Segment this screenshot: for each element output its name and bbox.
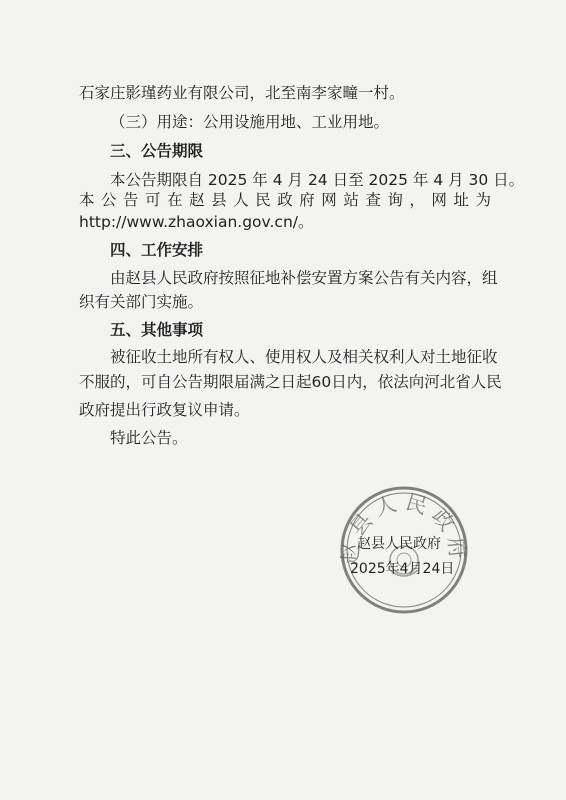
paragraph-line: 政府提出行政复议申请。 [79,401,250,419]
paragraph-line: 被征收土地所有权人、使用权人及相关权利人对土地征收 [110,348,498,366]
paragraph-line: 织有关部门实施。 [79,293,204,311]
issue-date: 2025年4月24日 [350,561,455,577]
section-heading-notice-period: 三、公告期限 [110,142,204,160]
issuer-name: 赵县人民政府 [357,536,441,552]
paragraph-line: 石家庄影瑾药业有限公司，北至南李家疃一村。 [79,84,405,102]
paragraph-line: 不服的，可自公告期限届满之日起60日内，依法向河北省人民 [79,373,502,391]
paragraph-line: 本公告期限自 2025 年 4 月 24 日至 2025 年 4 月 30 日。 [110,171,525,189]
closing-line: 特此公告。 [110,429,188,447]
website-url: http://www.zhaoxian.gov.cn/。 [79,213,314,231]
section-heading-work-arrangement: 四、工作安排 [110,241,204,259]
purpose-line: （三）用途：公用设施用地、工业用地。 [110,113,390,131]
paragraph-line: 本公告可在赵县人民政府网站查询，网址为 [79,191,491,209]
svg-text:赵县人民政府: 赵县人民政府 [337,489,471,566]
paragraph-line: 由赵县人民政府按照征地补偿安置方案公告有关内容，组 [110,269,498,287]
section-heading-other-matters: 五、其他事项 [110,321,204,339]
